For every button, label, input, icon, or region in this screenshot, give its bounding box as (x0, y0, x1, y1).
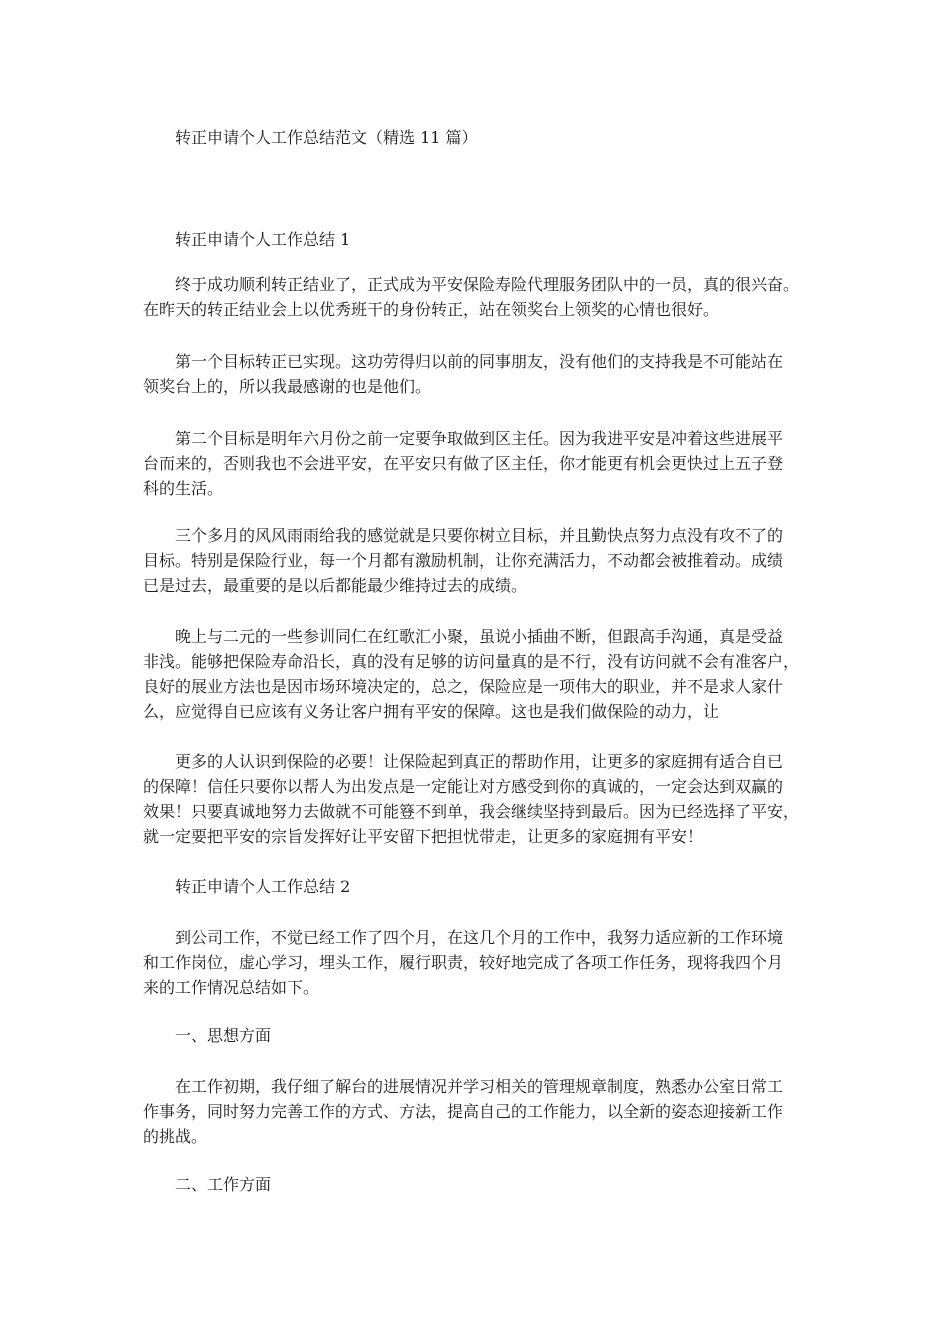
paragraph-line: 台而来的，否则我也不会进平安，在平安只有做了区主任，你才能更有机会更快过上五子登 (143, 454, 784, 473)
paragraph-line: 和工作岗位，虚心学习，埋头工作，履行职责，较好地完成了各项工作任务，现将我四个月 (143, 953, 784, 972)
subheading-thought: 一、思想方面 (175, 1026, 272, 1045)
paragraph-line: 的挑战。 (143, 1127, 208, 1146)
paragraph-line: 来的工作情况总结如下。 (143, 978, 320, 997)
paragraph-line: 第二个目标是明年六月份之前一定要争取做到区主任。因为我进平安是冲着这些进展平 (175, 429, 784, 448)
section-heading-1: 转正申请个人工作总结 1 (175, 230, 351, 249)
document-title: 转正申请个人工作总结范文（精选 11 篇） (175, 128, 478, 147)
paragraph-line: 三个多月的风风雨雨给我的感觉就是只要你树立目标，并且勤快点努力点没有攻不了的 (175, 526, 784, 545)
paragraph-line: 非浅。能够把保险寿命沿长，真的没有足够的访问量真的是不行，没有访问就不会有准客户， (143, 652, 800, 671)
paragraph-line: 就一定要把平安的宗旨发挥好让平安留下把担忧带走，让更多的家庭拥有平安！ (143, 827, 704, 846)
paragraph-line: 目标。特别是保险行业，每一个月都有激励机制，让你充满活力，不动都会被推着动。成绩 (143, 551, 784, 570)
paragraph-line: 作事务，同时努力完善工作的方式、方法，提高自己的工作能力，以全新的姿态迎接新工作 (143, 1102, 784, 1121)
paragraph-line: 更多的人认识到保险的必要！让保险起到真正的帮助作用，让更多的家庭拥有适合自已 (175, 752, 784, 771)
paragraph-line: 的保障！信任只要你以帮人为出发点是一定能让对方感受到你的真诚的，一定会达到双赢的 (143, 777, 784, 796)
subheading-work: 二、工作方面 (175, 1175, 272, 1194)
paragraph-line: 领奖台上的，所以我最感谢的也是他们。 (143, 377, 432, 396)
paragraph-line: 么，应觉得自已应该有义务让客户拥有平安的保障。这也是我们做保险的动力，让 (143, 702, 720, 721)
paragraph-line: 在昨天的转正结业会上以优秀班干的身份转正，站在领奖台上领奖的心情也很好。 (143, 300, 720, 319)
paragraph-line: 效果！只要真诚地努力去做就不可能簦不到单，我会继续坚持到最后。因为已经选择了平安， (143, 802, 800, 821)
paragraph-line: 到公司工作，不觉已经工作了四个月，在这几个月的工作中，我努力适应新的工作环境 (175, 928, 784, 947)
paragraph-line: 良好的展业方法也是因市场环境决定的，总之，保险应是一项伟大的职业，并不是求人家什 (143, 677, 784, 696)
paragraph-line: 科的生活。 (143, 479, 224, 498)
paragraph-line: 终于成功顺利转正结业了，正式成为平安保险寿险代理服务团队中的一员，真的很兴奋。 (175, 275, 800, 294)
paragraph-line: 在工作初期，我仔细了解台的进展情况并学习相关的管理规章制度，熟悉办公室日常工 (175, 1077, 784, 1096)
paragraph-line: 已是过去，最重要的是以后都能最少维持过去的成绩。 (143, 576, 528, 595)
paragraph-line: 晚上与二元的一些参训同仁在红歌汇小聚，虽说小插曲不断，但跟高手沟通，真是受益 (175, 627, 784, 646)
paragraph-line: 第一个目标转正已实现。这功劳得归以前的同事朋友，没有他们的支持我是不可能站在 (175, 352, 784, 371)
section-heading-2: 转正申请个人工作总结 2 (175, 877, 351, 896)
